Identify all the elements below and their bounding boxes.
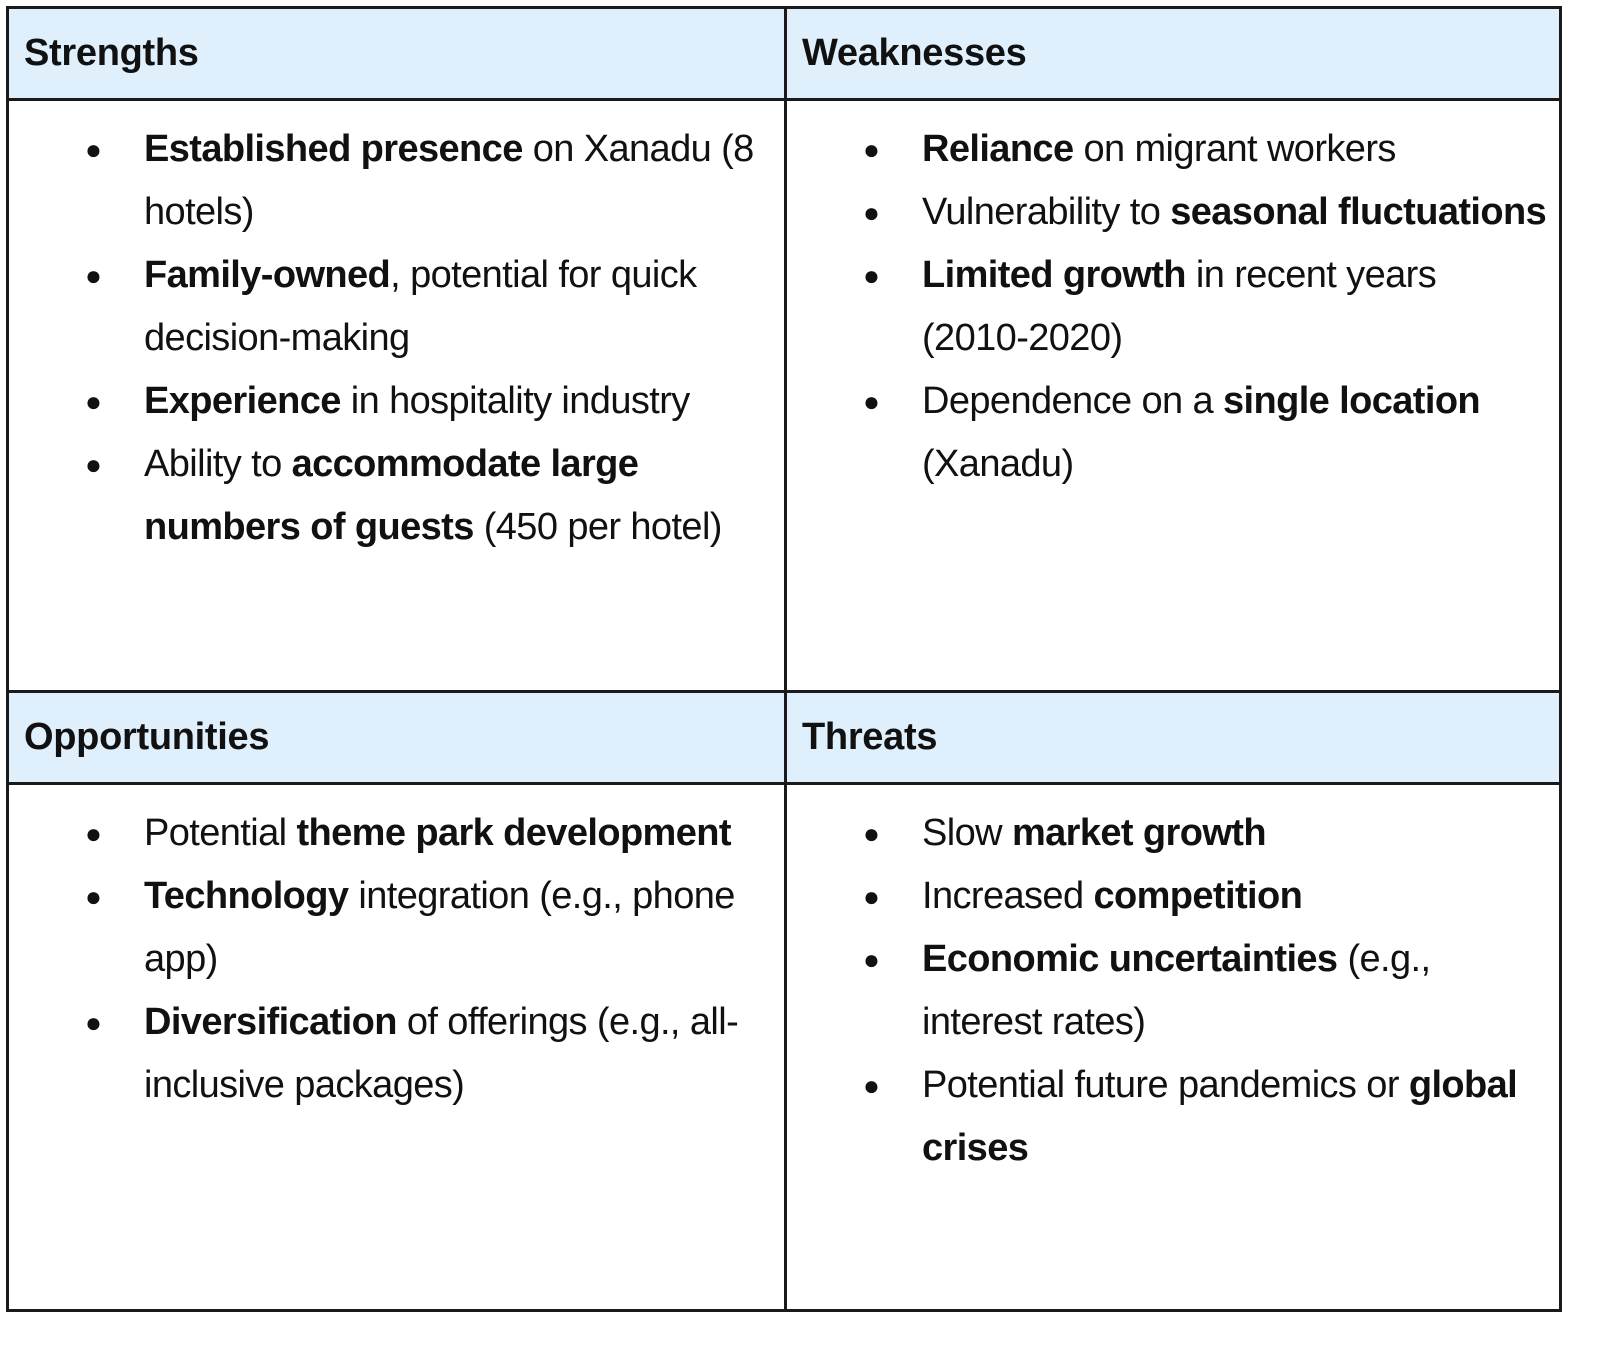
threats-list: [787, 802, 1559, 1180]
emphasis-text: Established presence: [144, 128, 523, 170]
weaknesses-title: Weaknesses: [802, 32, 1027, 74]
emphasis-text: single location: [1223, 380, 1481, 422]
list-item: ● Dependence on a single location (Xanadu): [787, 370, 1559, 496]
emphasis-text: Reliance: [922, 128, 1074, 170]
row-divider-header-1: [9, 98, 1559, 101]
column-divider: [784, 9, 787, 1309]
list-item: ● Potential future pandemics or global crises: [787, 1054, 1559, 1180]
list-item: ● Economic uncertainties (e.g., interest rates): [787, 928, 1559, 1054]
list-item: ● Established presence on Xanadu (8 hotels): [9, 118, 784, 244]
threats-body: [787, 785, 1559, 1309]
emphasis-text: seasonal fluctuations: [1170, 191, 1547, 233]
list-item: ● Reliance on migrant workers: [787, 118, 1559, 181]
list-item: ● Limited growth in recent years (2010-2020): [787, 244, 1559, 370]
threats-header: [787, 693, 1559, 782]
row-divider-header-2: [9, 782, 1559, 785]
list-item: ● Diversification of offerings (e.g., all-inclusive packages): [9, 991, 784, 1117]
weaknesses-list: [787, 118, 1559, 496]
strengths-list: [9, 118, 784, 559]
row-divider-middle: [9, 690, 1559, 693]
emphasis-text: Limited growth: [922, 254, 1186, 296]
emphasis-text: global crises: [922, 1064, 1518, 1169]
threats-title: Threats: [802, 716, 938, 758]
list-item: ● Family-owned, potential for quick decision-making: [9, 244, 784, 370]
opportunities-list: [9, 802, 784, 1117]
weaknesses-header: [787, 9, 1559, 98]
list-item: ● Ability to accommodate large numbers of guests (450 per hotel): [9, 433, 784, 559]
opportunities-title: Opportunities: [24, 716, 270, 758]
emphasis-text: Diversification: [144, 1001, 397, 1043]
list-item: ● Slow market growth: [787, 802, 1559, 865]
emphasis-text: Experience: [144, 380, 341, 422]
list-item: ● Technology integration (e.g., phone app): [9, 865, 784, 991]
emphasis-text: Technology: [144, 875, 349, 917]
emphasis-text: theme park development: [296, 812, 731, 854]
emphasis-text: Economic uncertainties: [922, 938, 1338, 980]
emphasis-text: competition: [1093, 875, 1303, 917]
strengths-header: [9, 9, 784, 98]
strengths-body: [9, 101, 784, 691]
list-item: ● Potential theme park development: [9, 802, 784, 865]
list-item: ● Increased competition: [787, 865, 1559, 928]
strengths-title: Strengths: [24, 32, 199, 74]
swot-table: [6, 6, 1562, 1312]
list-item: ● Experience in hospitality industry: [9, 370, 784, 433]
opportunities-body: [9, 785, 784, 1309]
list-item: ● Vulnerability to seasonal fluctuations: [787, 181, 1559, 244]
emphasis-text: market growth: [1011, 812, 1266, 854]
emphasis-text: accommodate large numbers of guests: [144, 443, 639, 548]
weaknesses-body: [787, 101, 1559, 691]
opportunities-header: [9, 693, 784, 782]
emphasis-text: Family-owned: [144, 254, 391, 296]
